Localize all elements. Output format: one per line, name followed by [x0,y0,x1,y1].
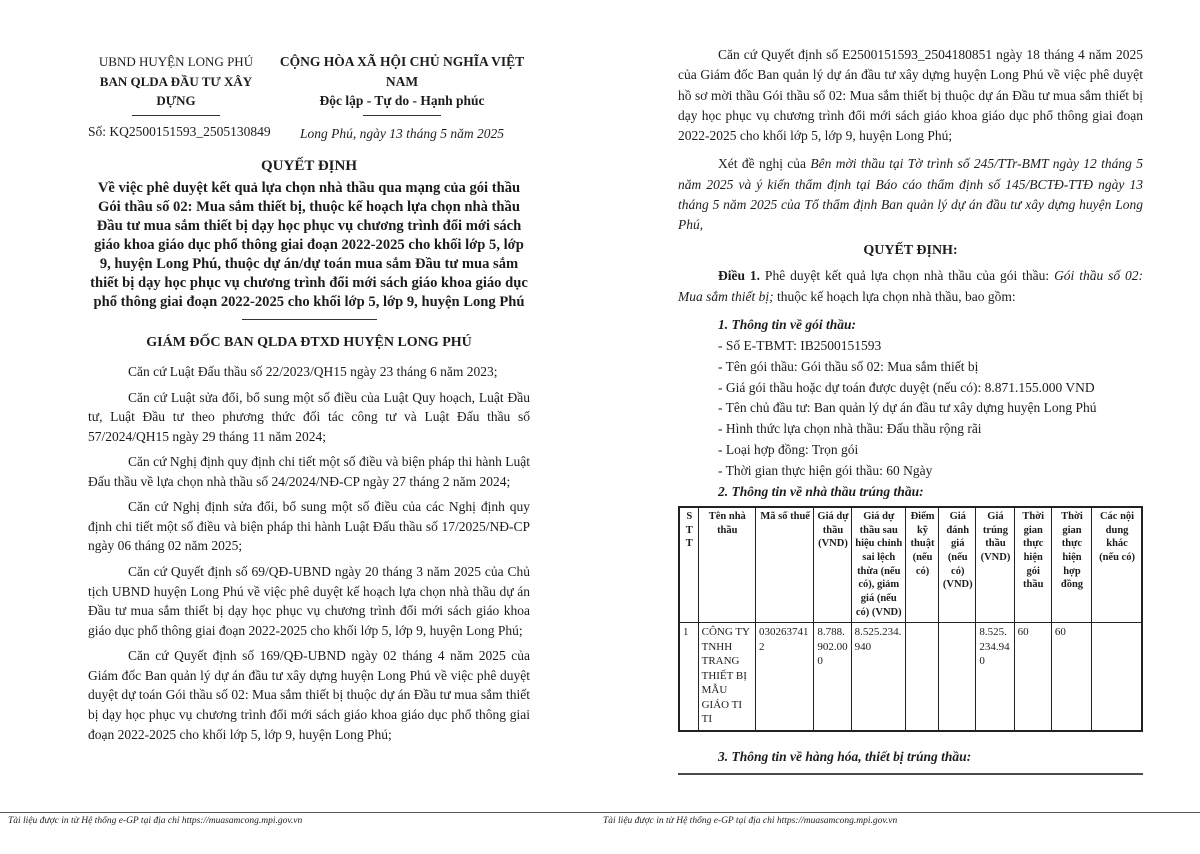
winning-bidder-table [678,506,1143,732]
decides-heading: QUYẾT ĐỊNH: [863,243,958,259]
egp-footer-note: Tài liệu được in từ Hệ thống e-GP tại địa chỉ https://muasamcong.mpi.gov.vn [603,816,898,826]
package-info-item: - Thời gian thực hiện gói thầu: 60 Ngày [718,463,933,479]
legal-basis-paragraph: Căn cứ Quyết định số 169/QĐ-UBND ngày 02 tháng 4 năm 2025 của Giám đốc Ban quản lý dự án đầu tư xây dựng huyện Long Phú về việc phê duyệt duyệt dự toán Gói thầu số 02: Mua sắm thiết bị thuộc dự án Đầu tư mua sắm thiết bị dạy học phục vụ chương trình đổi mới sách giáo khoa giáo dục phổ thông giai đoạn 2022-2025 cho khối lớp 5, lớp 9, huyện Long Phú; [88,648,530,742]
col-header-gia-trung-thau: Giá trúng thầu (VND) [976,507,1014,623]
article-1-label: Điều 1. [718,268,761,284]
legal-basis-paragraph: Căn cứ Nghị định quy định chi tiết một số điều và biện pháp thi hành Luật Đấu thầu về lựa chọn nhà thầu số 24/2024/NĐ-CP ngày 27 tháng 2 năm 2024; [88,454,530,489]
page-2 [600,0,1200,854]
document-number: Số: KQ2500151593_2505130849 [88,123,271,139]
legal-basis-paragraph: Căn cứ Quyết định số 69/QĐ-UBND ngày 20 tháng 3 năm 2025 của Chủ tịch UBND huyện Long Phú về việc phê duyệt kế hoạch lựa chọn nhà thầu dự án Đầu tư mua sắm thiết bị dạy học phục vụ chương trình đổi mới sách giáo khoa giáo dục phổ thông giai đoạn 2022-2025 cho khối lớp 5, lớp 9, huyện Long Phú; [88,564,530,638]
legal-basis-paragraphs [88,362,530,744]
section-3-heading: 3. Thông tin về hàng hóa, thiết bị trúng thầu: [718,748,972,764]
page1-footer [0,812,600,826]
cell-noi-dung-khac [1092,623,1142,731]
org-name: BAN QLDA ĐẦU TƯ XÂY DỰNG [99,73,253,108]
col-header-ma-so-thue: Mã số thuế [755,507,813,623]
col-header-gia-du-thau: Giá dự thầu (VND) [814,507,851,623]
page1-header [88,52,530,142]
cell-gia-sau-hieu-chinh: 8.525.234.940 [851,623,905,731]
col-header-diem-ky-thuat: Điểm kỹ thuật (nếu có) [905,507,938,623]
article-1-paragraph [678,266,1143,307]
package-info-item: - Giá gói thầu hoặc dự toán được duyệt (nếu có): 8.871.155.000 VND [718,379,1095,395]
col-header-gia-danh-gia: Giá đánh giá (nếu có) (VND) [939,507,976,623]
cell-tg-goi-thau: 60 [1014,623,1051,731]
cell-gia-trung-thau: 8.525.234.940 [976,623,1014,731]
section-3-block [678,747,1143,775]
article-1-tail: thuộc kế hoạch lựa chọn nhà thầu, bao gồm: [773,288,1016,304]
section-2-heading: 2. Thông tin về nhà thầu trúng thầu: [718,484,924,500]
national-header-block [264,52,530,142]
package-info-item: - Số E-TBMT: IB2500151593 [718,337,882,353]
cell-stt: 1 [679,623,698,731]
package-info-item: - Hình thức lựa chọn nhà thầu: Đấu thầu rộng rãi [718,421,982,437]
legal-basis-paragraph: Căn cứ Luật sửa đổi, bổ sung một số điều của Luật Quy hoạch, Luật Đầu tư, Luật Đầu tư theo phương thức đối tác công tư và Luật Đấu thầu số 57/2024/QH15 ngày 29 tháng 11 năm 2024; [88,389,530,444]
issuing-org-block [88,52,271,142]
org-parent-name: UBND HUYỆN LONG PHÚ [98,54,254,69]
table-header-row [679,507,1142,623]
decision-title: QUYẾT ĐỊNH [261,157,357,174]
proposal-consideration-paragraph [678,154,1143,235]
col-header-tg-hop-dong: Thời gian thực hiện hợp đồng [1051,507,1091,623]
col-header-stt: STT [679,507,698,623]
proposal-lead-text: Xét đề nghị của [718,156,811,172]
article-1-package-name: Gói thầu số 02: Mua sắm thiết bị; [678,268,1144,304]
motto-divider-rule [363,115,441,116]
org-divider-rule [132,115,220,116]
title-divider-rule [242,319,377,320]
legal-basis-paragraph-hsmt: Căn cứ Quyết định số E2500151593_2504180851 ngày 18 tháng 4 năm 2025 của Giám đốc Ban quản lý dự án đầu tư xây dựng huyện Long Phú về việc phê duyệt hồ sơ mời thầu Gói thầu số 02: Mua sắm thiết bị thuộc dự án Đầu tư mua sắm thiết bị dạy học phục vụ chương trình đổi mới sách giáo khoa giáo dục phổ thông giai đoạn 2022-2025 cho khối lớp 5, lớp 9, huyện Long Phú; [678,47,1143,143]
issuer-heading: GIÁM ĐỐC BAN QLDA ĐTXD HUYỆN LONG PHÚ [146,334,472,350]
cell-tg-hop-dong: 60 [1051,623,1091,731]
package-info-list [678,336,1143,482]
cell-gia-danh-gia [939,623,976,731]
section-1-heading: 1. Thông tin về gói thầu: [718,316,857,332]
cell-ma-so-thue: 0302637412 [755,623,813,731]
issue-date-line: Long Phú, ngày 13 tháng 5 năm 2025 [300,125,504,141]
cell-gia-du-thau: 8.788.902.000 [814,623,851,731]
decision-subject: Về việc phê duyệt kết quả lựa chọn nhà thầu qua mạng của gói thầu Gói thầu số 02: Mua sắm thiết bị, thuộc kế hoạch lựa chọn nhà thầu Đầu tư mua sắm thiết bị dạy học phục vụ chương trình đổi mới sách giáo khoa giáo dục phổ thông giai đoạn 2022-2025 cho khối lớp 5, lớp 9, huyện Long Phú, thuộc dự án/dự toán mua sắm Đầu tư mua sắm thiết bị dạy học phục vụ chương trình đổi mới sách giáo khoa giáo dục phổ thông giai đoạn 2022-2025 cho khối lớp 5, lớp 9, huyện Long Phú [90,180,528,310]
col-header-ten-nha-thau: Tên nhà thầu [698,507,755,623]
national-motto: Độc lập - Tự do - Hạnh phúc [319,93,485,109]
cell-diem-ky-thuat [905,623,938,731]
legal-basis-paragraph: Căn cứ Luật Đấu thầu số 22/2023/QH15 ngày 23 tháng 6 năm 2023; [128,363,498,379]
col-header-noi-dung-khac: Các nội dung khác (nếu có) [1092,507,1142,623]
col-header-gia-sau-hieu-chinh: Giá dự thầu sau hiệu chỉnh sai lệch thừa (nếu có), giảm giá (nếu có) (VND) [851,507,905,623]
package-info-item: - Loại hợp đồng: Trọn gói [718,442,859,458]
egp-footer-note: Tài liệu được in từ Hệ thống e-GP tại địa chỉ https://muasamcong.mpi.gov.vn [8,816,303,826]
col-header-tg-goi-thau: Thời gian thực hiện gói thầu [1014,507,1051,623]
package-info-item: - Tên gói thầu: Gói thầu số 02: Mua sắm thiết bị [718,358,979,374]
table-row [679,623,1142,731]
proposal-italic-text: Bên mời thầu tại Tờ trình số 245/TTr-BMT ngày 12 tháng 5 năm 2025 và ý kiến thẩm định tại Báo cáo thẩm định số 145/BCTĐ-TTĐ ngày 13 tháng 5 năm 2025 của Tổ thẩm định Ban quản lý dự án đầu tư xây dựng huyện Long Phú, [678,156,1144,232]
legal-basis-paragraph: Căn cứ Nghị định sửa đổi, bổ sung một số điều của các Nghị định quy định chi tiết một số điều và biện pháp thi hành Luật Đấu thầu số 17/2025/NĐ-CP ngày 06 tháng 02 năm 2025; [88,499,530,554]
article-1-lead: Phê duyệt kết quả lựa chọn nhà thầu của gói thầu: [760,268,1055,284]
package-info-item: - Tên chủ đầu tư: Ban quản lý dự án đầu tư xây dựng huyện Long Phú [718,400,1097,416]
national-title: CỘNG HÒA XÃ HỘI CHỦ NGHĨA VIỆT NAM [279,54,525,89]
page2-footer [600,812,1200,826]
cell-ten-nha-thau: CÔNG TY TNHH TRANG THIẾT BỊ MẪU GIÁO TI TI [698,623,755,731]
